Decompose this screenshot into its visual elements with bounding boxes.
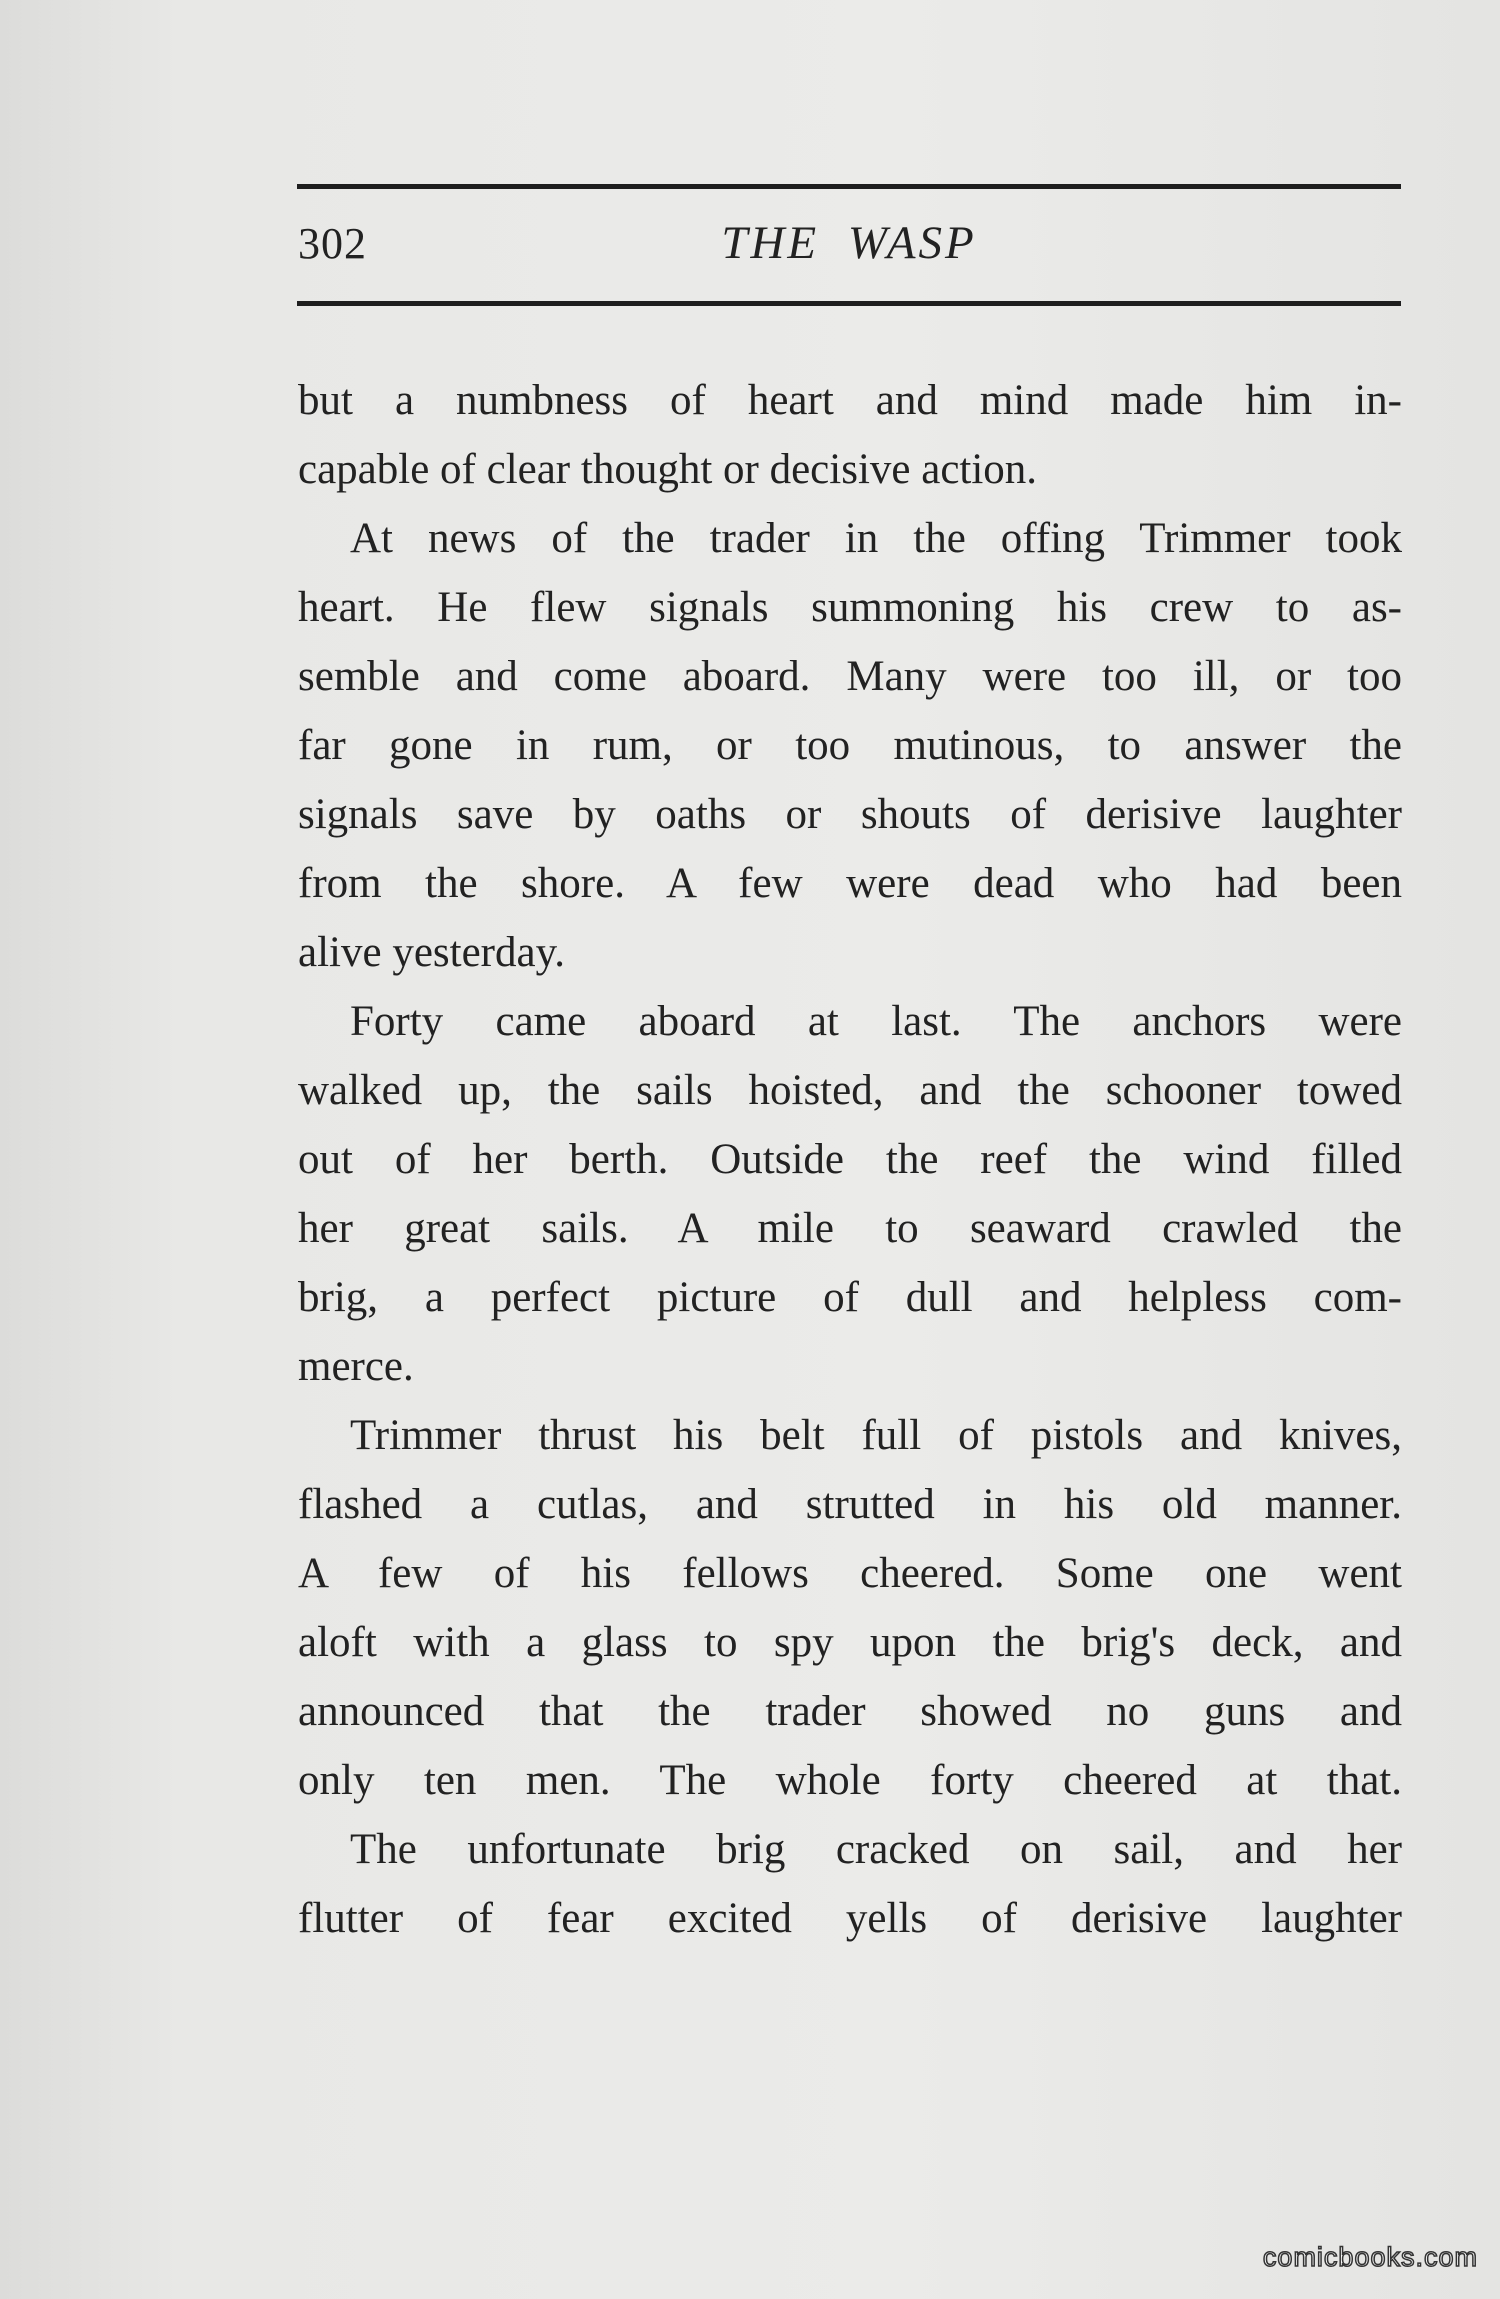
text-line: merce. [298,1343,414,1390]
text-line: The unfortunate brig cracked on sail, and her [350,1826,1402,1873]
text-line: heart. He flew signals summoning his crew to as- [298,584,1402,631]
text-line: announced that the trader showed no guns and [298,1688,1402,1735]
text-line: semble and come aboard. Many were too ill, or too [298,653,1402,700]
text-line: far gone in rum, or too mutinous, to answer the [298,722,1402,769]
text-line: flashed a cutlas, and strutted in his old manner. [298,1481,1402,1528]
watermark: comicbooks.com [1262,2242,1478,2272]
text-line: but a numbness of heart and mind made him in- [298,377,1402,424]
text-line: signals save by oaths or shouts of derisive laughter [298,791,1402,838]
text-line: out of her berth. Outside the reef the wind filled [298,1136,1402,1183]
text-line: flutter of fear excited yells of derisive laughter [298,1895,1402,1942]
text-line: only ten men. The whole forty cheered at that. [298,1757,1402,1804]
text-line: walked up, the sails hoisted, and the schooner towed [298,1067,1402,1114]
page-number: 302 [298,219,367,268]
text-line: A few of his fellows cheered. Some one went [298,1550,1402,1597]
header-top-rule [297,184,1401,189]
text-line: brig, a perfect picture of dull and helpless com- [298,1274,1402,1321]
header-bottom-rule [297,301,1401,306]
text-line: Forty came aboard at last. The anchors were [350,998,1402,1045]
text-line: from the shore. A few were dead who had been [298,860,1402,907]
text-line: Trimmer thrust his belt full of pistols and knives, [350,1412,1402,1459]
text-line: her great sails. A mile to seaward crawled the [298,1205,1402,1252]
text-line: aloft with a glass to spy upon the brig's deck, and [298,1619,1402,1666]
running-head: THE WASP [721,217,977,269]
body-text [298,366,1402,1953]
text-line: At news of the trader in the offing Trimmer took [350,515,1402,562]
text-line: alive yesterday. [298,929,566,976]
text-line: capable of clear thought or decisive action. [298,446,1038,493]
